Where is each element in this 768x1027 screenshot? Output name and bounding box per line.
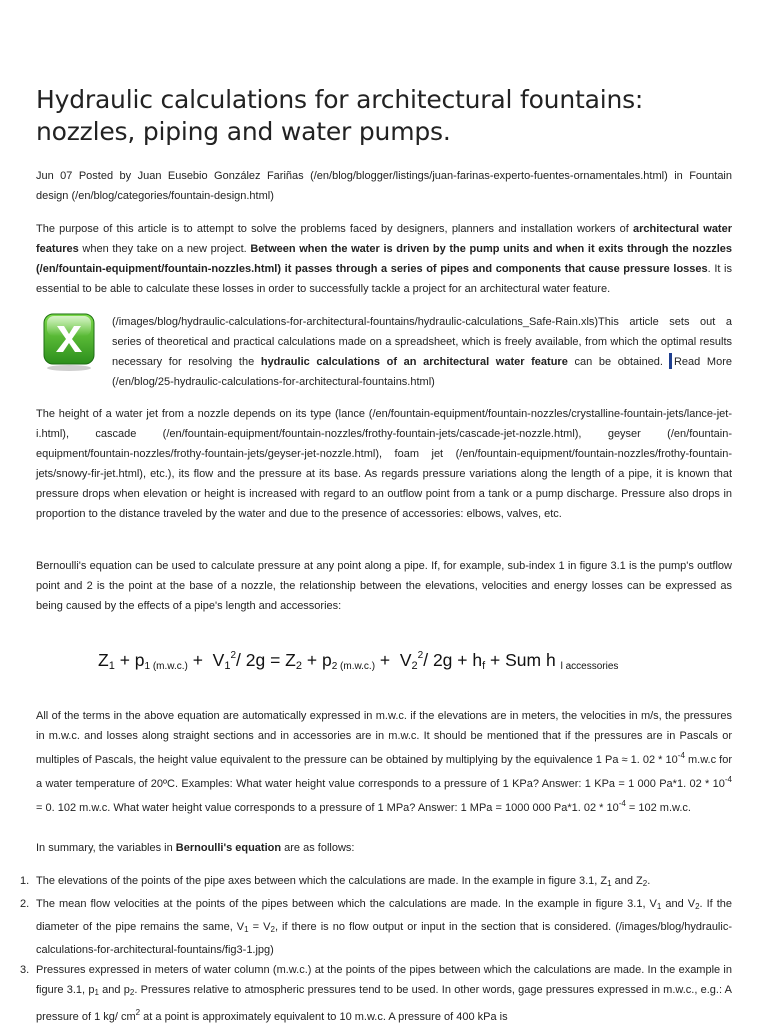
spreadsheet-description: (/images/blog/hydraulic-calculations-for-architectural-fountains/hydraulic-calculations_Safe-Rain.xls)This article sets out a series of theoretical and practical calculations made on a spreadsheet, which is freely available, from which the optimal results necessary for resolving the hydraulic calculations of an architectural water feature can be obtained. Read More (/en/blog/25-hydraulic-calculations-for-architectural-fountains.html): [112, 316, 732, 388]
excel-icon[interactable]: [42, 312, 96, 372]
list-item: 3. Pressures expressed in meters of water column (m.w.c.) at the points of the pipes between which the calculations are made. In the example in figure 3.1, $p_1$ and $p_2$. Pressures relative to atmospheric pressures tend to be used. In other words, gage pressures expressed in m.w.c., e.g.: A pressure of 1 kg/ $cm^2$ at a point is approximately equivalent to 10 m.w.c. A pressure of 400 kPa is: [20, 964, 733, 1023]
list-item: 1. The elevations of the points of the pipe axes between which the calculations are made. In the example in figure 3.1, $Z_1$ and $Z_2$.: [20, 875, 651, 888]
list-item: 2. The mean flow velocities at the points of the pipes between which the calculations are made. In the example in figure 3.1, $V_1$ and $V_2$. If the diameter of the pipe remains the same, $V_1 = V_2$, if there is no flow output or input in the section that is considered. (/images/blog/hydraulic-calculations-for-architectural-fountains/fig3-1.jpg): [20, 898, 733, 956]
post-meta: Jun 07 Posted by Juan Eusebio González Fariñas (/en/blog/blogger/listings/juan-farinas-experto-fuentes-ornamentales.html) in Fountain design (/en/blog/categories/fountain-design.html): [36, 170, 732, 202]
category-url[interactable]: (/en/blog/categories/fountain-design.html): [71, 190, 274, 202]
bernoulli-equation: $Z_1 + p_{1 (m.w.c.)} + V_1^2/$ $2g = Z_2 + p_{2 (m.w.c.)} + V_2^2/$ $2g + h_f$ + Sum h $_{l accessories}$: [98, 650, 619, 672]
read-more-link[interactable]: Read More (/en/blog/25-hydraulic-calculations-for-architectural-fountains.html): [112, 356, 732, 388]
read-more-marker: [669, 353, 672, 369]
intro-paragraph: The purpose of this article is to attempt to solve the problems faced by designers, planners and installation workers of architectural water features when they take on a new project. Between when the water is driven by the pump units and when it exits through the nozzles (/en/fountain-equipment/fountain-nozzles.html) it passes through a series of pipes and components that cause pressure losses. It is essential to be able to calculate these losses in order to successfully tackle a project for an architectural water feature.: [36, 223, 732, 295]
nozzles-link[interactable]: Between when the water is driven by the pump units and when it exits through the nozzles (/en/fountain-equipment/fountain-nozzles.html) it passes through a series of pipes and components that cause pressure losses: [36, 243, 732, 275]
post-date: Jun 07: [36, 170, 73, 182]
spreadsheet-block: [36, 312, 732, 392]
page-title: Hydraulic calculations for architectural fountains: nozzles, piping and water pumps.: [36, 85, 644, 146]
variables-list: [20, 871, 733, 1027]
spreadsheet-link[interactable]: (/images/blog/hydraulic-calculations-for-architectural-fountains/hydraulic-calculations_Safe-Rain.xls): [112, 316, 599, 328]
author-link[interactable]: Juan Eusebio González Fariñas: [137, 170, 304, 182]
summary-paragraph: In summary, the variables in Bernoulli's equation are as follows:: [36, 842, 355, 854]
bernoulli-paragraph: Bernoulli's equation can be used to calculate pressure at any point along a pipe. If, for example, sub-index 1 in figure 3.1 is the pump's outflow point and 2 is the point at the base of a nozzle, the relationship between the elevations, velocities and energy losses can be expressed as being caused by the effects of a pipe's length and accessories:: [36, 560, 732, 612]
author-url[interactable]: (/en/blog/blogger/listings/juan-farinas-experto-fuentes-ornamentales.html): [310, 170, 668, 182]
units-paragraph: All of the terms in the above equation are automatically expressed in m.w.c. if the elevations are in meters, the velocities in m/s, the pressures in m.w.c. and losses along straight sections and in accessories are in m.w.c. It should be mentioned that if the pressures are in Pascals or multiples of Pascals, the height value equivalent to the pressure can be obtained by multiplying by the equivalence 1 Pa ≈ 1. $02 * 10^{-4}$ m.w.c for a water temperature of 20ºC. Examples: What water height value corresponds to a pressure of 1 KPa? Answer: 1 KPa = 1 000 Pa*1. $02 * 10^{-4} = 0$. 102 m.w.c. What water height value corresponds to a pressure of 1 MPa? Answer: 1 MPa = 1000 000 Pa*1. $02 * 10^{-4} = 102$ m.w.c.: [36, 710, 733, 814]
category-link[interactable]: Fountain design: [36, 170, 732, 202]
jet-height-paragraph: The height of a water jet from a nozzle depends on its type (lance (/en/fountain-equipment/fountain-nozzles/crystalline-fountain-jets/lance-jet-i.html), cascade (/en/fountain-equipment/fountain-nozzles/frothy-fountain-jets/cascade-jet-nozzle.html), geyser (/en/fountain-equipment/fountain-nozzles/frothy-fountain-jets/geyser-jet-nozzle.html), foam jet (/en/fountain-equipment/fountain-nozzles/frothy-fountain-jets/snowy-fir-jet.html), etc.), its flow and the pressure at its base. As regards pressure variations along the length of a pipe, it is known that pressure drops when elevation or height is increased with regard to an outflow point from a tank or a pump discharge. Pressure also drops in proportion to the distance traveled by the water and due to the presence of accessories: elbows, valves, etc.: [36, 408, 732, 520]
